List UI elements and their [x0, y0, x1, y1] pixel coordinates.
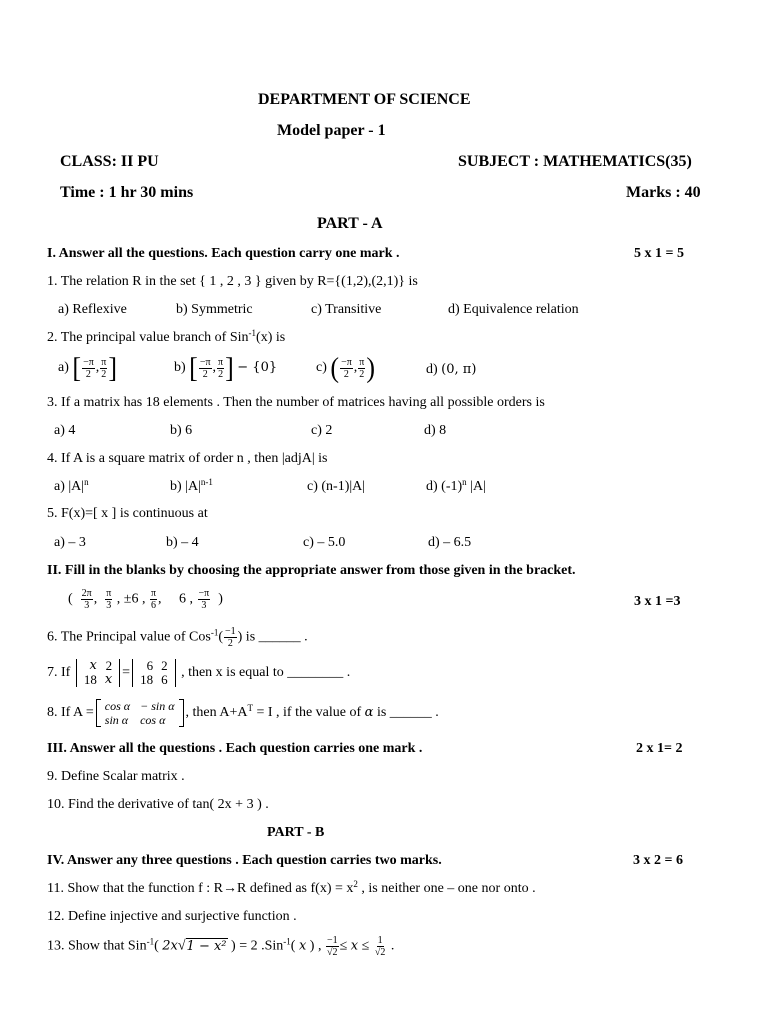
question-6: 6. The Principal value of Cos$^{-1}$( $\frac{-1}{2}$ ) is ______ . — [47, 626, 308, 649]
q3-option-b: b) 6 — [170, 423, 193, 438]
q5-option-c: c) – 5.0 — [303, 535, 346, 550]
q1-option-b: b) Symmetric — [176, 302, 253, 317]
class-label: CLASS: II PU — [60, 153, 159, 170]
question-10: 10. Find the derivative of tan( 2x + 3 ) . — [47, 797, 269, 812]
section-2-marks: 3 x 1 =3 — [634, 594, 681, 609]
section-4-marks: 3 x 2 = 6 — [633, 853, 683, 868]
question-8: 8. If A = cos α − sin α sin α cos α , then $A+A^T = I$ , if the value of α is ______ . — [47, 699, 439, 727]
question-12: 12. Define injective and surjective function . — [47, 909, 297, 924]
q3-option-a: a) 4 — [54, 423, 76, 438]
q2-option-c: c) ( $\frac{-\pi}{2}$ , $\frac{\pi}{2}$ ) — [316, 351, 375, 384]
q5-option-a: a) – 3 — [54, 535, 86, 550]
q2-option-a: a) [ $\frac{-\pi}{2}$ , $\frac{\pi}{2}$ ] — [58, 351, 117, 384]
part-b-title: PART - B — [267, 825, 325, 840]
section-3-marks: 2 x 1= 2 — [636, 741, 683, 756]
q3-option-d: d) 8 — [424, 423, 447, 438]
question-3: 3. If a matrix has 18 elements . Then the number of matrices having all possible orders is — [47, 395, 545, 410]
q2-option-b: b) [ $\frac{-\pi}{2}$ , $\frac{\pi}{2}$ ] − {0} — [174, 351, 278, 384]
question-7: 7. If x 2 18 x = 6 2 18 6 , then x is equal to ________ . — [47, 658, 351, 687]
question-1: 1. The relation R in the set { 1 , 2 , 3 } given by R={(1,2),(2,1)} is — [47, 274, 418, 289]
question-13: 13. Show that Sin$^{-1}$( 2x√1 − x² ) = 2 .Sin$^{-1}$( x ) , $\frac{-1}{√2}$ ≤ x ≤ $\frac{1}{√2}$ . — [47, 935, 395, 958]
q4-option-d: d) $(-1)^n$ |A| — [426, 477, 486, 494]
section-1-instruction: I. Answer all the questions. Each question carry one mark . — [47, 246, 400, 261]
section-2-instruction: II. Fill in the blanks by choosing the appropriate answer from those given in the bracket. — [47, 563, 576, 578]
section-3-instruction: III. Answer all the questions . Each question carries one mark . — [47, 741, 423, 756]
q3-option-c: c) 2 — [311, 423, 333, 438]
section-1-marks: 5 x 1 = 5 — [634, 246, 684, 261]
q1-option-c: c) Transitive — [311, 302, 382, 317]
part-a-title: PART - A — [317, 215, 383, 232]
marks-label: Marks : 40 — [626, 184, 701, 201]
q1-option-d: d) Equivalence relation — [448, 302, 579, 317]
section-4-instruction: IV. Answer any three questions . Each question carries two marks. — [47, 853, 442, 868]
q4-option-b: b) $|A|^{n-1}$ — [170, 477, 213, 494]
department-title: DEPARTMENT OF SCIENCE — [258, 91, 471, 108]
question-5: 5. F(x)=[ x ] is continuous at — [47, 506, 208, 521]
q4-option-c: c) (n-1)|A| — [307, 479, 366, 494]
question-4: 4. If A is a square matrix of order n , then |adjA| is — [47, 451, 328, 466]
q5-option-d: d) – 6.5 — [428, 535, 472, 550]
paper-title: Model paper - 1 — [277, 122, 386, 139]
q4-option-a: a) $|A|^n$ — [54, 477, 89, 494]
question-11: 11. Show that the function f : R→R defined as $f(x) = x^2$ , is neither one – one nor onto . — [47, 879, 536, 896]
question-2: 2. The principal value branch of Sin$^{-1}$(x) is — [47, 328, 286, 345]
section-2-choices: ( $\frac{2\pi}{3}$ , $\frac{\pi}{3}$ , ±6 , $\frac{\pi}{6}$ , 6 , $\frac{-\pi}{3}$ ) — [68, 588, 223, 611]
q1-option-a: a) Reflexive — [58, 302, 127, 317]
q5-option-b: b) – 4 — [166, 535, 199, 550]
subject-label: SUBJECT : MATHEMATICS(35) — [458, 153, 692, 170]
q2-option-d: d) (0, π) — [426, 362, 477, 377]
question-9: 9. Define Scalar matrix . — [47, 769, 185, 784]
time-label: Time : 1 hr 30 mins — [60, 184, 194, 201]
